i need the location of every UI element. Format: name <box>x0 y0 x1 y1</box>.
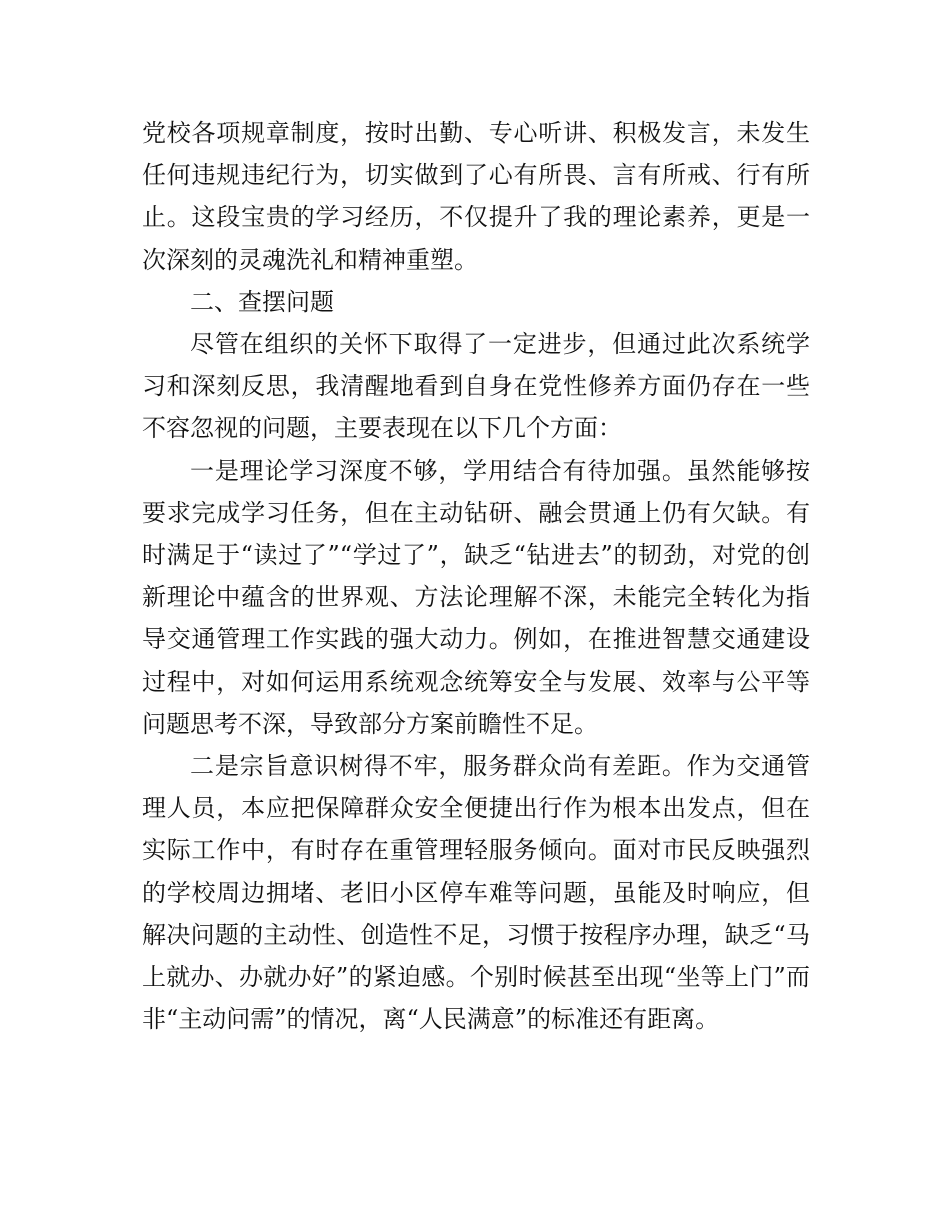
paragraph-problem-1: 一是理论学习深度不够，学用结合有待加强。虽然能够按要求完成学习任务，但在主动钻研、融会贯通上仍有欠缺。有时满足于“读过了”“学过了”，缺乏“钻进去”的韧劲，对党的创新理论中蕴含的世界观、方法论理解不深，未能完全转化为指导交通管理工作实践的强大动力。例如，在推进智慧交通建设过程中，对如何运用系统观念统筹安全与发展、效率与公平等问题思考不深，导致部分方案前瞻性不足。 <box>142 456 810 738</box>
section-heading-problems: 二、查摆问题 <box>190 287 334 316</box>
paragraph-problem-2: 二是宗旨意识树得不牢，服务群众尚有差距。作为交通管理人员，本应把保障群众安全便捷出行作为根本出发点，但在实际工作中，有时存在重管理轻服务倾向。面对市民反映强烈的学校周边拥堵、老旧小区停车难等问题，虽能及时响应，但解决问题的主动性、创造性不足，习惯于按程序办理，缺乏“马上就办、办就办好”的紧迫感。个别时候甚至出现“坐等上门”而非“主动问需”的情况，离“人民满意”的标准还有距离。 <box>142 752 810 1034</box>
paragraph-intro-problems: 尽管在组织的关怀下取得了一定进步，但通过此次系统学习和深刻反思，我清醒地看到自身在党性修养方面仍存在一些不容忽视的问题，主要表现在以下几个方面： <box>142 330 810 443</box>
document-page <box>142 112 810 1040</box>
paragraph-continuation: 党校各项规章制度，按时出勤、专心听讲、积极发言，未发生任何违规违纪行为，切实做到了心有所畏、言有所戒、行有所止。这段宝贵的学习经历，不仅提升了我的理论素养，更是一次深刻的灵魂洗礼和精神重塑。 <box>142 119 810 274</box>
